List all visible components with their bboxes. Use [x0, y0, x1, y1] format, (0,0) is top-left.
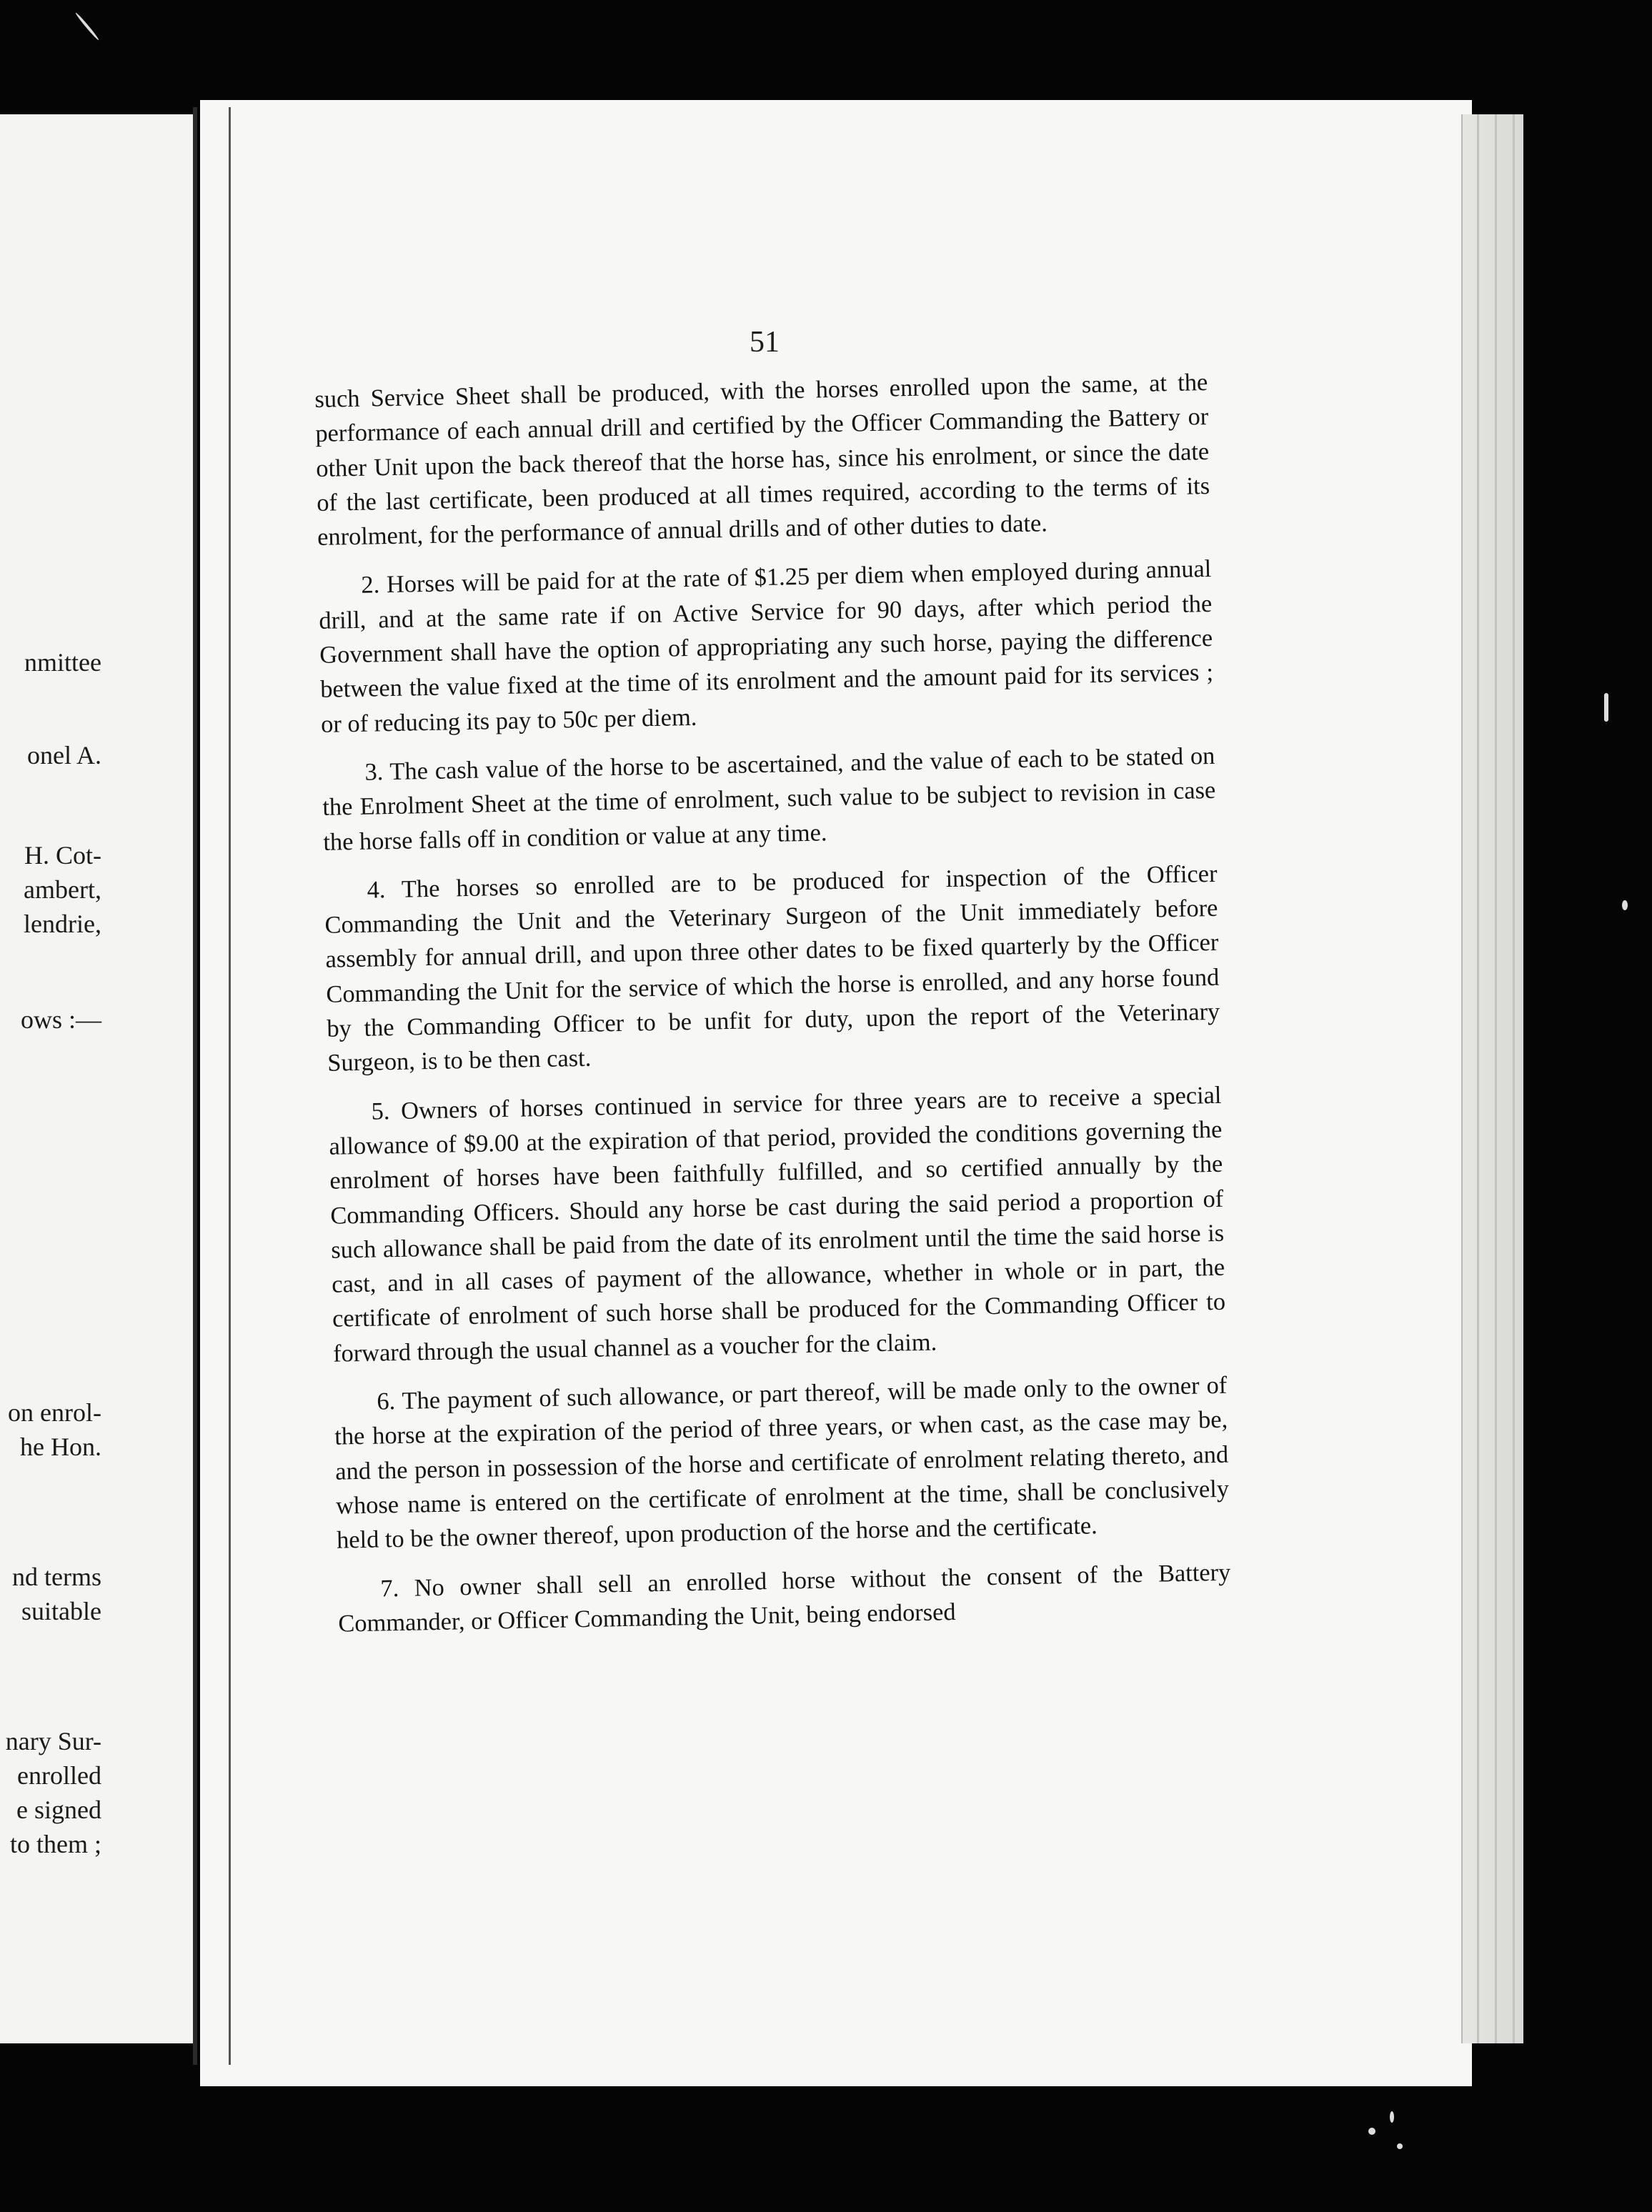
- left-fragment: suitable: [21, 1597, 101, 1625]
- scan-artifact: [1604, 693, 1608, 722]
- gutter-line: [193, 107, 197, 2065]
- left-fragment: e signed: [16, 1795, 101, 1824]
- scan-artifact: [1368, 2128, 1375, 2135]
- scan-artifact: [1622, 900, 1628, 910]
- left-fragment: ows :—: [20, 1005, 101, 1034]
- left-fragment: enrolled: [17, 1761, 101, 1790]
- left-fragment: nmittee: [24, 648, 101, 677]
- left-fragment: he Hon.: [20, 1433, 101, 1461]
- scan-artifact: [74, 12, 99, 41]
- left-fragment: ambert,: [24, 875, 101, 904]
- left-facing-page: [0, 114, 194, 2043]
- body-text: [314, 365, 1232, 1655]
- paragraph: 2. Horses will be paid for at the rate of $1.25 per diem when employed during annual drill, and at the same rate if on Active Service for 90 days, after which period the Government shall have the option of appropriating any such horse, paying the difference between the value fixed at the time of its enrolment and the amount paid for its services ; or of reducing its pay to 50c per diem.: [319, 555, 1214, 738]
- left-fragment: lendrie,: [24, 910, 101, 938]
- left-fragment: nd terms: [12, 1563, 101, 1591]
- paragraph: such Service Sheet shall be produced, with the horses enrolled upon the same, at the performance of each annual drill and certified by the Officer Commanding the Battery or other Unit upon the back thereof that the horse has, since his enrolment, or since the date of the last certificate, been produced at all times required, according to the terms of its enrolment, for the performance of annual drills and of other duties to date.: [314, 369, 1210, 552]
- scan-artifact: [1390, 2111, 1394, 2123]
- paragraph: 4. The horses so enrolled are to be produced for inspection of the Officer Commanding the Unit and the Veterinary Surgeon of the Unit immediately before assembly for annual drill, and upon three other dates to be fixed quarterly by the Officer Commanding the Unit for the service of which the horse is enrolled, and any horse found by the Commanding Officer to be unfit for duty, upon the report of the Veterinary Surgeon, is to be then cast.: [324, 860, 1220, 1077]
- gutter-shadow: [229, 107, 231, 2065]
- paragraph: 7. No owner shall sell an enrolled horse without the consent of the Battery Commander, or Officer Commanding the Unit, being endorsed: [337, 1558, 1231, 1638]
- left-fragment: H. Cot-: [24, 841, 101, 870]
- paragraph: 5. Owners of horses continued in service for three years are to receive a special allowance of $9.00 at the expiration of that period, provided the conditions governing the enrolment of horses have been faithfully fulfilled, and so certified annually by the Commanding Officers. Should any horse be cast during the said period a proportion of such allowance shall be paid from the date of its enrolment until the time the said horse is cast, and in all cases of payment of the allowance, whether in whole or in part, the certificate of enrolment of such horse shall be produced for the Commanding Officer to forward through the usual channel as a voucher for the claim.: [329, 1081, 1226, 1367]
- paragraph: 6. The payment of such allowance, or part thereof, will be made only to the owner of the horse at the expiration of the period of three years, or when cast, as the case may be, and the person in possession of the horse and certificate of enrolment relating thereto, and whose name is entered on the certificate of enrolment at the time, shall be conclusively held to be the owner thereof, upon production of the horse and the certificate.: [334, 1371, 1230, 1554]
- left-fragment: nary Sur-: [5, 1727, 101, 1755]
- page-edge: [1461, 114, 1523, 2043]
- left-fragment: on enrol-: [8, 1398, 101, 1427]
- scan-artifact: [1397, 2143, 1403, 2149]
- left-fragment: onel A.: [27, 741, 101, 769]
- page-number: 51: [750, 326, 780, 359]
- paragraph: 3. The cash value of the horse to be ascertained, and the value of each to be stated on the Enrolment Sheet at the time of enrolment, such value to be subject to revision in case the horse falls off in condition or value at any time.: [322, 742, 1216, 856]
- left-fragment: to them ;: [10, 1830, 101, 1858]
